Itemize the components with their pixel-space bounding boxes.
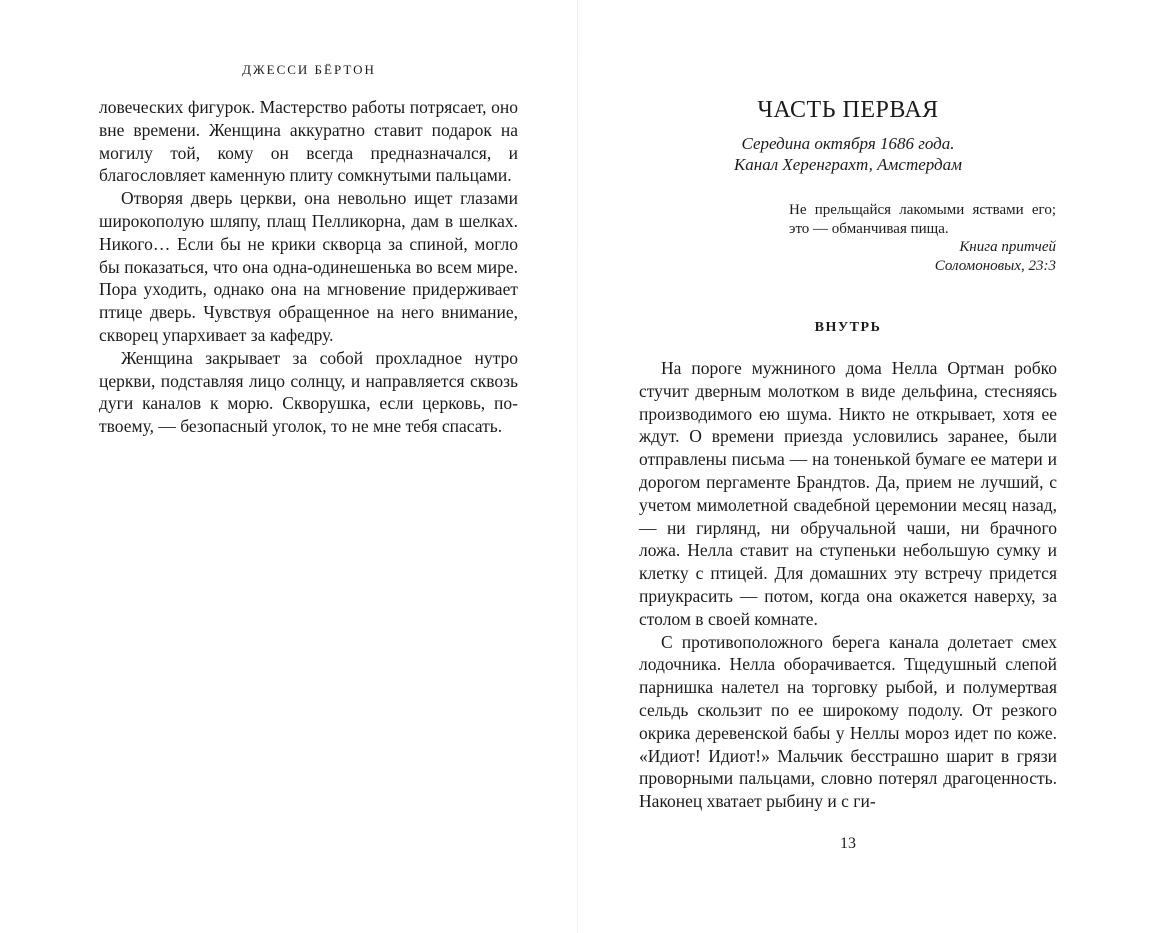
date-line: Середина октября 1686 года. [741, 134, 955, 153]
page-number: 13 [840, 835, 856, 852]
right-page-text [639, 357, 1057, 813]
place-line: Канал Херенграхт, Амстердам [734, 155, 962, 174]
paragraph: Отворяя дверь церкви, она невольно ищет глазами широкополую шляпу, плащ Пелликорна, дам в шелках. Никого… Если бы не крики скворца за спиной, могло бы показаться, что она одна-одинешенька во всем мире. Пора уходить, однако она на мгновение придерживает птице дверь. Чувствуя обращенное на него внимание, скворец упархивает за кафедру. [99, 188, 518, 345]
paragraph: ловеческих фигурок. Мастерство работы потрясает, оно вне времени. Женщина аккуратно ставит подарок на могилу той, кому он всегда предназначался, и благословляет каменную плиту сомкнутыми пальцами. [99, 97, 518, 186]
epigraph [789, 201, 1056, 275]
paragraph: На пороге мужниного дома Нелла Ортман робко стучит дверным молотком в виде дельфина, стесняясь производимого ею шума. Никто не открывает, хотя ее ждут. О времени приезда условились заранее, были отправлены письма — на тоненькой бумаге ее матери и дорогом пергаменте Брандтов. Да, прием не лучший, с учетом мимолетной свадебной церемонии месяц назад, — ни гирлянд, ни обручальной чаши, ни брачного ложа. Нелла ставит на ступеньки небольшую сумку и клетку с птицей. Для домашних эту встречу придется приукрасить — потом, когда она окажется наверху, за столом в своей комнате. [639, 358, 1057, 629]
epigraph-source-line2: Соломоновых, 23:3 [934, 257, 1056, 274]
epigraph-source-line1: Книга притчей [959, 239, 1056, 255]
chapter-title: ВНУТРЬ [814, 320, 882, 335]
setting-subtitle [639, 133, 1057, 175]
paragraph: С противоположного берега канала долетает смех лодочника. Нелла оборачивается. Тщедушный слепой парнишка налетел на торговку рыбой, и полумертвая сельдь скользит по ее широкому подолу. От резкого окрика деревенской бабы у Неллы мороз идет по коже. «Идиот! Идиот!» Мальчик бесстрашно шарит в грязи проворными пальцами, словно потерял драгоценность. Наконец хватает рыбину и с ги- [639, 631, 1057, 812]
epigraph-text: Не прельщайся лакомыми яствами его; это — обманчивая пища. [789, 202, 1056, 237]
left-page-text [99, 96, 518, 438]
paragraph: Женщина закрывает за собой прохладное нутро церкви, подставляя лицо солнцу, и направляется сквозь дуги каналов к морю. Скворушка, если церковь, по-твоему, — безопасный уголок, то не мне тебя спасать. [99, 347, 518, 437]
running-head-author: ДЖЕССИ БЁРТОН [242, 62, 376, 77]
part-title: ЧАСТЬ ПЕРВАЯ [757, 97, 939, 123]
